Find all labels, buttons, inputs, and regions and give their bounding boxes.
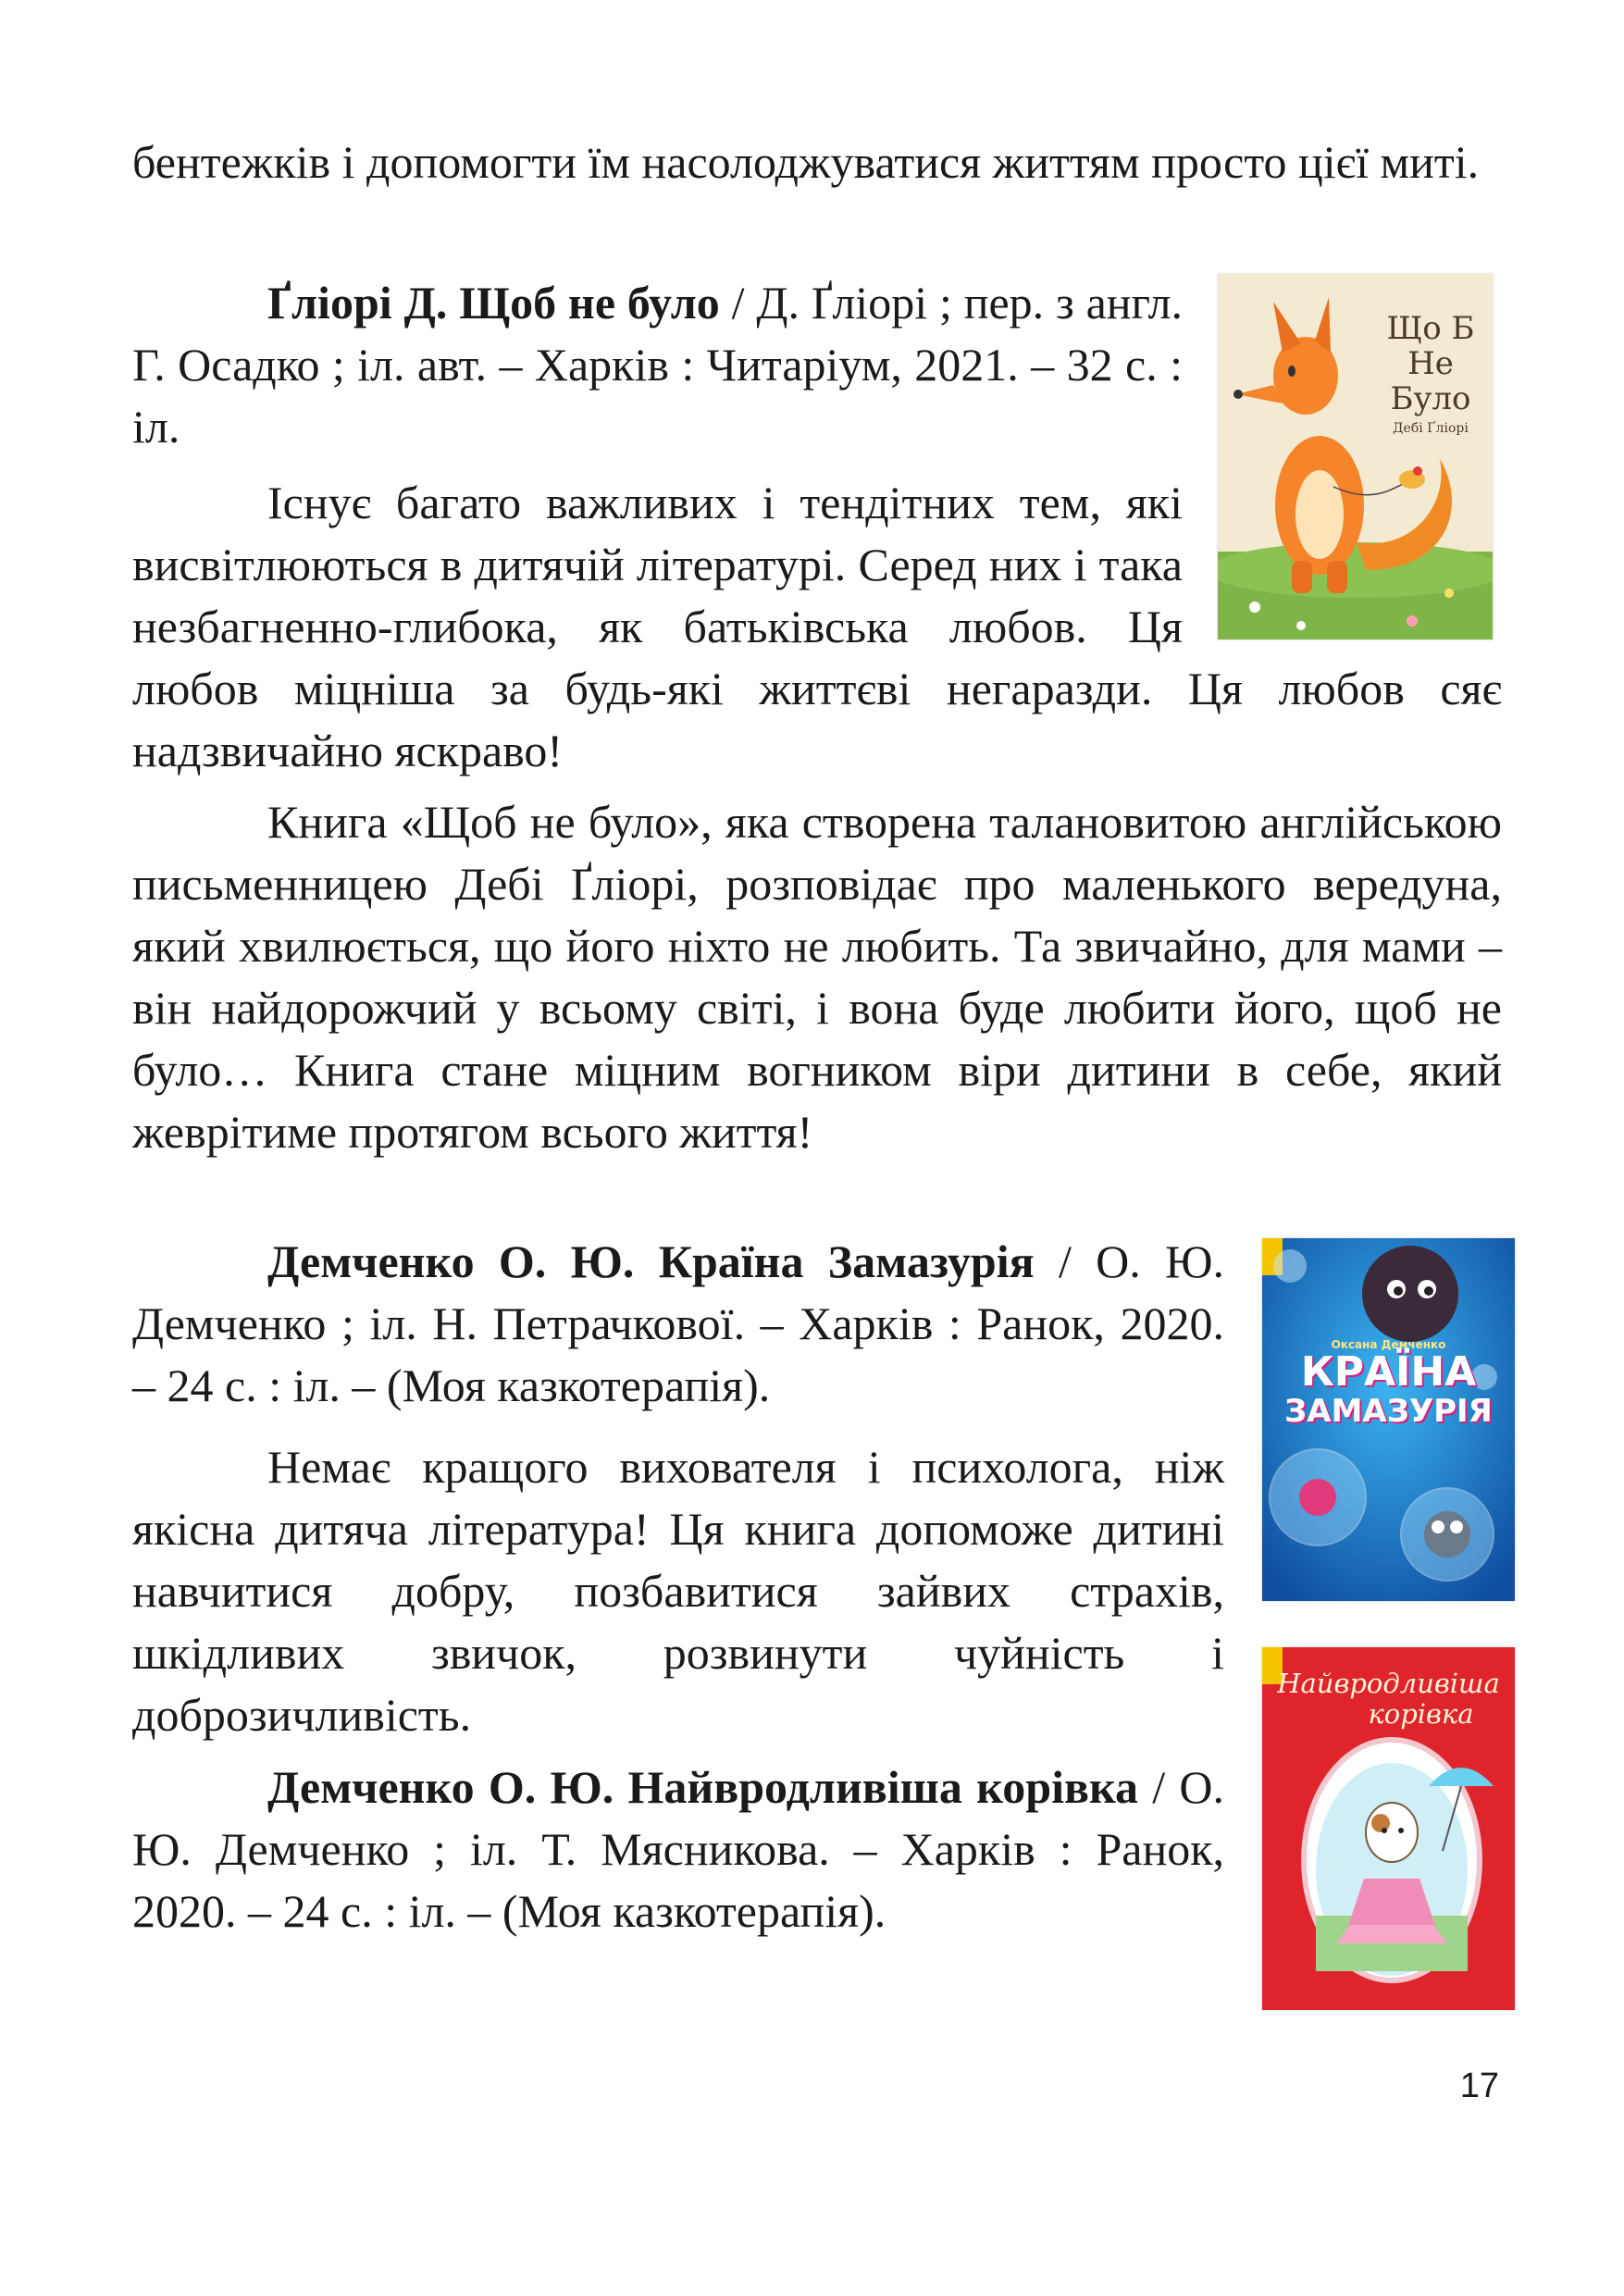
book3-biblio: / О. Ю. Демченко ; іл. Т. Мясникова. – Харків : Ранок, 2020. – 24 с. : іл. – (Моя казкотерапія).: [132, 1761, 1225, 1937]
cover-author: Оксана Демченко: [1331, 1338, 1446, 1351]
book3-entry: [132, 1756, 1224, 1942]
cover-author: Дебі Ґліорі: [1393, 421, 1469, 436]
book3-cover-title: [1262, 1668, 1515, 1729]
paragraph-intro-end: [132, 131, 1502, 193]
book1-cover-image: [1218, 274, 1493, 639]
cover-title-line: Найвродливіша: [1277, 1668, 1500, 1699]
book2-cover-title: [1262, 1338, 1515, 1429]
book2-description: [132, 1436, 1224, 1746]
paragraph-text: Книга «Щоб не було», яка створена талановитою англійською письменницею Дебі Ґліорі, розповідає про маленького вередуна, який хвилюється, що його ніхто не любить. Та звичайно, для мами – він найдорожчий у всьому світі, і вона буде любити його, щоб не було… Книга стане міцним вогником віри дитини в себе, який жеврітиме протягом всього життя!: [132, 796, 1502, 1158]
book1-biblio: / Д. Ґліорі ; пер. з англ. Г. Осадко ; іл. авт. – Харків : Читаріум, 2021. – 32 с. : іл.: [132, 277, 1183, 453]
book2-biblio: / О. Ю. Демченко ; іл. Н. Петрачкової. – Харків : Ранок, 2020. – 24 с. : іл. – (Моя казкотерапія).: [132, 1235, 1224, 1411]
book2-title: Демченко О. Ю. Країна Замазурія: [267, 1235, 1035, 1287]
cover-title-line: корівка: [1368, 1698, 1474, 1730]
book3-cover-image: [1262, 1647, 1515, 2010]
cover-title-line: ЗАМАЗУРІЯ: [1284, 1393, 1493, 1430]
cover-title-line: Що Б: [1386, 310, 1475, 347]
book1-summary: [132, 791, 1502, 1163]
paragraph-text: Існує багато важливих і тендітних тем, які висвітлюються в дитячій літературі. Серед них і така незбагненно-глибока, як батьківська любов. Ця любов міцніша за будь-які життєві негаразди. Ця любов сяє надзвичайно яскраво!: [132, 477, 1502, 776]
book2-entry: [132, 1231, 1224, 1417]
book1-entry: [132, 272, 1183, 458]
book3-title: Демченко О. Ю. Найвродливіша корівка: [267, 1761, 1139, 1813]
book1-cover-title: [1370, 311, 1491, 437]
paragraph-text: Немає кращого вихователя і психолога, ніж якісна дитяча література! Ця книга допоможе дитині навчитися добру, позбавитися зайвих страхів, шкідливих звичок, розвинути чуйність і доброзичливість.: [132, 1441, 1224, 1741]
book2-cover-image: [1262, 1238, 1515, 1601]
paragraph-text: бентежків і допомогти їм насолоджуватися життям просто цієї миті.: [132, 136, 1480, 188]
cover-title-line: Не Було: [1390, 345, 1471, 417]
page-number: 17: [1459, 2066, 1499, 2105]
book1-title: Ґліорі Д. Щоб не було: [267, 277, 720, 329]
cover-title-line: КРАЇНА: [1300, 1348, 1477, 1396]
